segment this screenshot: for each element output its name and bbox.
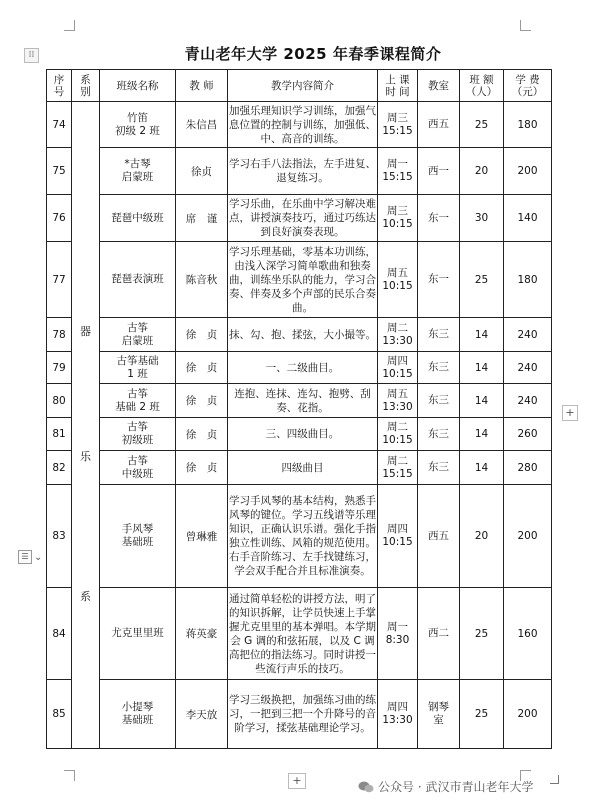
header-room: 教室	[418, 70, 460, 102]
cell-fee: 180	[504, 242, 552, 318]
cell-room: 钢琴 室	[418, 680, 460, 749]
cell-seq: 75	[47, 148, 72, 195]
cell-teacher: 徐 贞	[176, 318, 228, 352]
cell-quota: 14	[460, 451, 504, 485]
cell-time: 周五 10:15	[378, 242, 418, 318]
cell-fee: 240	[504, 352, 552, 384]
table-row	[47, 485, 552, 588]
cell-class-name: 尤克里里班	[100, 588, 176, 680]
cell-class-name: 古筝基础 1 班	[100, 352, 176, 384]
cell-seq: 77	[47, 242, 72, 318]
cell-content: 加强乐理知识学习训练，加强气息位置的控制与训练，加强低、中、高音的训练。	[228, 102, 378, 148]
cell-class-name: 古筝 启蒙班	[100, 318, 176, 352]
table-row	[47, 680, 552, 749]
cell-time: 周四 10:15	[378, 485, 418, 588]
cell-content: 四级曲目	[228, 451, 378, 485]
watermark-text: 公众号 · 武汉市青山老年大学	[378, 780, 534, 794]
cell-seq: 82	[47, 451, 72, 485]
cell-teacher: 曾琳雅	[176, 485, 228, 588]
table-row	[47, 588, 552, 680]
table-header-row	[47, 70, 552, 102]
cell-quota: 14	[460, 418, 504, 451]
header-class: 班级名称	[100, 70, 176, 102]
cell-seq: 78	[47, 318, 72, 352]
cell-fee: 200	[504, 148, 552, 195]
watermark	[358, 778, 533, 795]
cell-content: 通过简单轻松的讲授方法，明了的知识拆解，让学员快速上手掌握尤克里里的基本弹唱。本学期会 G 调的和弦拓展，以及 C 调高把位的指法练习。同时讲授一些流行声乐的技巧。	[228, 588, 378, 680]
cell-class-name: 竹笛 初级 2 班	[100, 102, 176, 148]
cell-teacher: 蒋英豪	[176, 588, 228, 680]
cell-room: 西五	[418, 102, 460, 148]
document-title: 青山老年大学 2025 年春季课程简介	[184, 45, 442, 63]
cell-fee: 200	[504, 680, 552, 749]
cell-room: 西二	[418, 588, 460, 680]
header-teacher: 教 师	[176, 70, 228, 102]
cell-class-name: 古筝 基础 2 班	[100, 384, 176, 418]
cell-seq: 83	[47, 485, 72, 588]
add-row-plus-icon[interactable]: +	[288, 773, 306, 789]
cell-seq: 74	[47, 102, 72, 148]
cell-quota: 25	[460, 588, 504, 680]
cell-fee: 240	[504, 384, 552, 418]
table-row	[47, 318, 552, 352]
table-row	[47, 148, 552, 195]
cell-content: 学习三级换把，加强练习曲的练习，一把到三把一个升降号的音阶学习，揉弦基础理论学习。	[228, 680, 378, 749]
cell-seq: 79	[47, 352, 72, 384]
cell-time: 周三 10:15	[378, 195, 418, 242]
cell-quota: 25	[460, 680, 504, 749]
cell-quota: 30	[460, 195, 504, 242]
department-char: 器	[80, 325, 91, 338]
cell-room: 东三	[418, 384, 460, 418]
header-fee: 学 费 （元）	[504, 70, 552, 102]
cell-content: 学习乐曲，在乐曲中学习解决难点，讲授演奏技巧，通过巧练达到良好演奏表现。	[228, 195, 378, 242]
cell-seq: 84	[47, 588, 72, 680]
cell-fee: 260	[504, 418, 552, 451]
course-table	[46, 69, 552, 749]
cell-content: 学习乐理基础，零基本功训练，由浅入深学习简单歌曲和独奏曲，训练坐乐队的能力，学习合奏、伴奏及多个声部的民乐合奏曲。	[228, 242, 378, 318]
table-row	[47, 195, 552, 242]
cell-time: 周一 15:15	[378, 148, 418, 195]
cell-quota: 14	[460, 352, 504, 384]
header-content: 教学内容简介	[228, 70, 378, 102]
cell-class-name: *古琴 启蒙班	[100, 148, 176, 195]
table-row	[47, 242, 552, 318]
cell-time: 周四 10:15	[378, 352, 418, 384]
row-select-icon[interactable]: ☰	[18, 550, 32, 564]
cell-teacher: 徐 贞	[176, 418, 228, 451]
table-resize-handle-icon[interactable]	[550, 775, 559, 784]
cell-room: 东三	[418, 451, 460, 485]
cell-fee: 160	[504, 588, 552, 680]
cell-fee: 180	[504, 102, 552, 148]
cell-quota: 14	[460, 384, 504, 418]
cell-time: 周三 15:15	[378, 102, 418, 148]
cell-class-name: 琵琶表演班	[100, 242, 176, 318]
cell-class-name: 手风琴 基础班	[100, 485, 176, 588]
page-corner-top-right	[520, 20, 531, 31]
cell-class-name: 古筝 初级班	[100, 418, 176, 451]
cell-time: 周一 8:30	[378, 588, 418, 680]
cell-quota: 20	[460, 485, 504, 588]
department-char: 系	[80, 590, 91, 603]
cell-teacher: 徐 贞	[176, 352, 228, 384]
cell-teacher: 陈音秋	[176, 242, 228, 318]
cell-seq: 85	[47, 680, 72, 749]
cell-teacher: 徐 贞	[176, 451, 228, 485]
table-move-handle-icon[interactable]: ⁞⁞	[24, 48, 39, 63]
cell-fee: 280	[504, 451, 552, 485]
header-seq: 序 号	[47, 70, 72, 102]
table-row	[47, 418, 552, 451]
cell-class-name: 琵琶中级班	[100, 195, 176, 242]
cell-teacher: 李天放	[176, 680, 228, 749]
chevron-down-icon[interactable]: ⌄	[34, 551, 43, 563]
cell-time: 周五 13:30	[378, 384, 418, 418]
page-corner-top-left	[64, 20, 75, 31]
cell-teacher: 徐 贞	[176, 384, 228, 418]
add-column-plus-icon[interactable]: +	[562, 405, 578, 421]
cell-department	[72, 102, 100, 749]
table-row	[47, 102, 552, 148]
cell-teacher: 朱信昌	[176, 102, 228, 148]
cell-room: 东三	[418, 352, 460, 384]
cell-quota: 14	[460, 318, 504, 352]
cell-fee: 240	[504, 318, 552, 352]
cell-room: 东三	[418, 318, 460, 352]
cell-quota: 20	[460, 148, 504, 195]
cell-quota: 25	[460, 242, 504, 318]
cell-fee: 200	[504, 485, 552, 588]
header-dept: 系 别	[72, 70, 100, 102]
cell-room: 西五	[418, 485, 460, 588]
department-char: 乐	[80, 450, 91, 463]
cell-room: 西一	[418, 148, 460, 195]
cell-content: 连抱、连抹、连勾、抱劈、刮奏、花指。	[228, 384, 378, 418]
cell-time: 周四 13:30	[378, 680, 418, 749]
cell-content: 学习右手八法指法，左手进复、退复练习。	[228, 148, 378, 195]
cell-teacher: 席 谨	[176, 195, 228, 242]
row-tool[interactable]	[18, 550, 42, 564]
cell-fee: 140	[504, 195, 552, 242]
cell-content: 学习手风琴的基本结构，熟悉手风琴的键位。学习五线谱等乐理知识，正确认识乐谱。强化手指独立性训练、风箱的规范使用。右手音阶练习、左手找键练习，学会双手配合并且标准演奏。	[228, 485, 378, 588]
table-row	[47, 352, 552, 384]
cell-room: 东一	[418, 195, 460, 242]
cell-time: 周二 10:15	[378, 418, 418, 451]
cell-room: 东一	[418, 242, 460, 318]
header-quota: 班 额 （人）	[460, 70, 504, 102]
cell-content: 一、二级曲目。	[228, 352, 378, 384]
cell-content: 抹、勾、抱、揉弦，大小撮等。	[228, 318, 378, 352]
cell-content: 三、四级曲目。	[228, 418, 378, 451]
cell-quota: 25	[460, 102, 504, 148]
cell-seq: 76	[47, 195, 72, 242]
cell-class-name: 小提琴 基础班	[100, 680, 176, 749]
page-corner-bottom-left	[64, 770, 75, 781]
cell-room: 东三	[418, 418, 460, 451]
cell-seq: 81	[47, 418, 72, 451]
cell-time: 周二 15:15	[378, 451, 418, 485]
table-row	[47, 384, 552, 418]
cell-seq: 80	[47, 384, 72, 418]
cell-class-name: 古筝 中级班	[100, 451, 176, 485]
cell-time: 周二 13:30	[378, 318, 418, 352]
cell-teacher: 徐贞	[176, 148, 228, 195]
table-row	[47, 451, 552, 485]
wechat-icon	[358, 781, 374, 793]
header-time: 上 课 时 间	[378, 70, 418, 102]
